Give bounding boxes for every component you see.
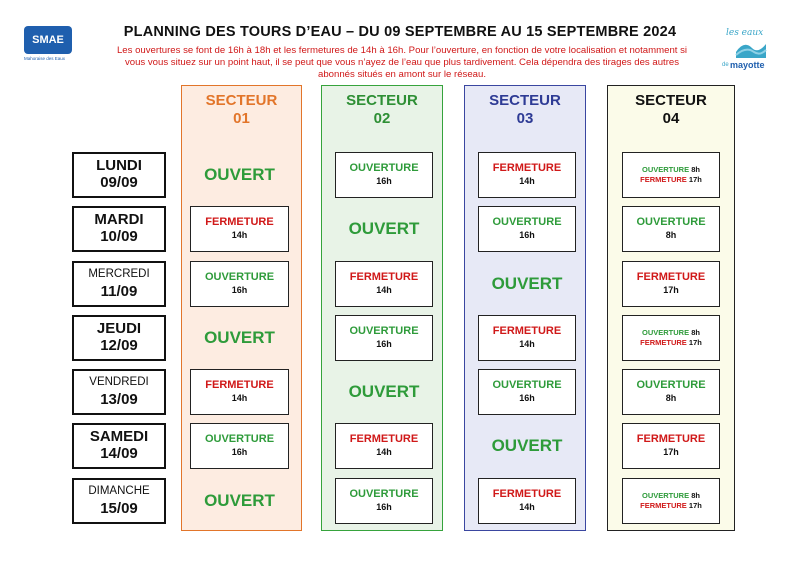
status-time: 14h: [376, 447, 392, 457]
status-time: 8h: [665, 393, 677, 403]
status-label: OUVERTURE: [642, 328, 690, 337]
status-opening: [190, 261, 289, 307]
status-label: FERMETURE: [349, 433, 419, 445]
day-name: JEUDI: [96, 320, 142, 337]
status-opening: [190, 423, 289, 469]
sector-header: [465, 92, 585, 128]
status-label: OUVERTURE: [636, 379, 706, 391]
status-time: 17h: [688, 175, 702, 184]
day-label: [72, 261, 166, 307]
status-open-close: [622, 152, 720, 198]
status-time: 14h: [376, 285, 392, 295]
sector-number: 04: [662, 110, 680, 127]
status-label: OUVERTURE: [492, 216, 562, 228]
status-open: OUVERT: [204, 491, 275, 510]
status-open: OUVERT: [204, 165, 275, 184]
sector-label: SECTEUR: [346, 92, 418, 109]
sector-label: SECTEUR: [635, 92, 707, 109]
day-name: MERCREDI: [88, 268, 150, 280]
status-open: OUVERT: [348, 219, 420, 238]
status-label: FERMETURE: [205, 379, 274, 391]
day-name: VENDREDI: [89, 376, 149, 388]
sector-number: 01: [233, 110, 250, 127]
status-label: OUVERTURE: [349, 488, 419, 500]
status-time: 16h: [231, 285, 248, 295]
status-label: FERMETURE: [640, 501, 687, 510]
status-label: OUVERTURE: [349, 162, 419, 174]
status-time: 8h: [665, 230, 677, 240]
day-label: [72, 152, 166, 198]
status-time: 16h: [231, 447, 248, 457]
day-label: [72, 206, 166, 252]
sector-label: SECTEUR: [489, 92, 561, 109]
status-label: OUVERTURE: [349, 325, 419, 337]
status-time: 17h: [688, 501, 702, 510]
status-open: OUVERT: [491, 436, 563, 455]
wave-icon: [734, 38, 768, 60]
sector-number: 03: [516, 110, 534, 127]
status-open-close: [622, 315, 720, 361]
smae-logo-tagline: Mahoraise des Eaux: [24, 56, 66, 61]
status-time: 14h: [519, 176, 535, 186]
status-label: FERMETURE: [205, 216, 274, 228]
status-label: FERMETURE: [349, 271, 419, 283]
closing-line: [623, 501, 719, 511]
schedule-notice: Les ouvertures se font de 16h à 18h et les fermetures de 14h à 16h. Pour l’ouverture, en fonction de votre localisation et notamment si vous vous situez sur un point haut, il se peut que vous n’ayez de l’eau que plus tardivement. Cela dépendra des tirages des autres abonnés situés en amont sur le réseau.: [116, 45, 688, 80]
status-closing: [478, 315, 576, 361]
status-label: FERMETURE: [492, 325, 562, 337]
status-open: OUVERT: [348, 382, 420, 401]
status-time: 16h: [376, 502, 392, 512]
status-time: 14h: [231, 230, 248, 240]
day-date: 14/09: [100, 445, 138, 462]
day-date: 09/09: [100, 174, 138, 191]
status-time: 16h: [376, 339, 392, 349]
closing-line: [623, 175, 719, 185]
day-label: [72, 423, 166, 469]
status-time: 16h: [376, 176, 392, 186]
smae-logo-badge: SMAE: [24, 26, 72, 54]
opening-line: [623, 491, 719, 501]
status-opening: [478, 206, 576, 252]
sector-header: [608, 92, 734, 128]
status-time: 16h: [519, 393, 535, 403]
status-label: OUVERTURE: [642, 165, 690, 174]
day-label: [72, 369, 166, 415]
mayotte-logo-line2: de: [722, 62, 729, 68]
page-title: PLANNING DES TOURS D’EAU – DU 09 SEPTEMBRE AU 15 SEPTEMBRE 2024: [123, 24, 677, 40]
opening-line: [623, 328, 719, 338]
day-label: [72, 315, 166, 361]
mayotte-logo-line3: mayotte: [730, 60, 765, 70]
status-label: FERMETURE: [636, 433, 706, 445]
status-time: 17h: [663, 447, 679, 457]
status-open: OUVERT: [204, 328, 275, 347]
status-label: FERMETURE: [492, 488, 562, 500]
status-closing: [335, 261, 433, 307]
status-label: OUVERTURE: [204, 271, 275, 283]
day-date: 13/09: [100, 391, 138, 408]
status-label: FERMETURE: [640, 338, 687, 347]
day-date: 15/09: [100, 500, 138, 517]
sector-header: [322, 92, 442, 128]
status-label: FERMETURE: [640, 175, 687, 184]
status-closing: [190, 369, 289, 415]
day-name: MARDI: [94, 211, 144, 228]
day-name: LUNDI: [96, 157, 142, 174]
day-name: SAMEDI: [89, 428, 149, 445]
status-time: 8h: [691, 328, 700, 337]
status-time: 17h: [663, 285, 679, 295]
status-time: 8h: [691, 165, 700, 174]
status-label: FERMETURE: [636, 271, 706, 283]
status-time: 14h: [231, 393, 248, 403]
eaux-de-mayotte-logo: [720, 28, 780, 74]
status-time: 14h: [519, 339, 535, 349]
sector-header: [182, 92, 301, 128]
status-closing: [335, 423, 433, 469]
status-opening: [335, 152, 433, 198]
status-label: OUVERTURE: [642, 491, 690, 500]
mayotte-logo-line1: les eaux: [726, 28, 764, 38]
status-closing: [478, 152, 576, 198]
status-label: OUVERTURE: [204, 433, 275, 445]
day-date: 10/09: [100, 228, 138, 245]
status-time: 8h: [691, 491, 700, 500]
smae-logo: [24, 26, 76, 70]
status-label: OUVERTURE: [492, 379, 562, 391]
status-time: 14h: [519, 502, 535, 512]
opening-line: [623, 165, 719, 175]
status-opening: [622, 369, 720, 415]
status-closing: [190, 206, 289, 252]
sector-number: 02: [373, 110, 391, 127]
status-open: OUVERT: [491, 274, 563, 293]
status-opening: [478, 369, 576, 415]
status-closing: [478, 478, 576, 524]
day-date: 12/09: [100, 337, 138, 354]
status-open-close: [622, 478, 720, 524]
status-opening: [335, 315, 433, 361]
status-time: 16h: [519, 230, 535, 240]
status-label: FERMETURE: [492, 162, 562, 174]
day-label: [72, 478, 166, 524]
closing-line: [623, 338, 719, 348]
sector-label: SECTEUR: [205, 92, 278, 109]
status-opening: [335, 478, 433, 524]
day-date: 11/09: [100, 283, 138, 300]
status-time: 17h: [688, 338, 702, 347]
status-closing: [622, 423, 720, 469]
status-label: OUVERTURE: [636, 216, 706, 228]
day-name: DIMANCHE: [88, 485, 150, 497]
status-opening: [622, 206, 720, 252]
status-closing: [622, 261, 720, 307]
